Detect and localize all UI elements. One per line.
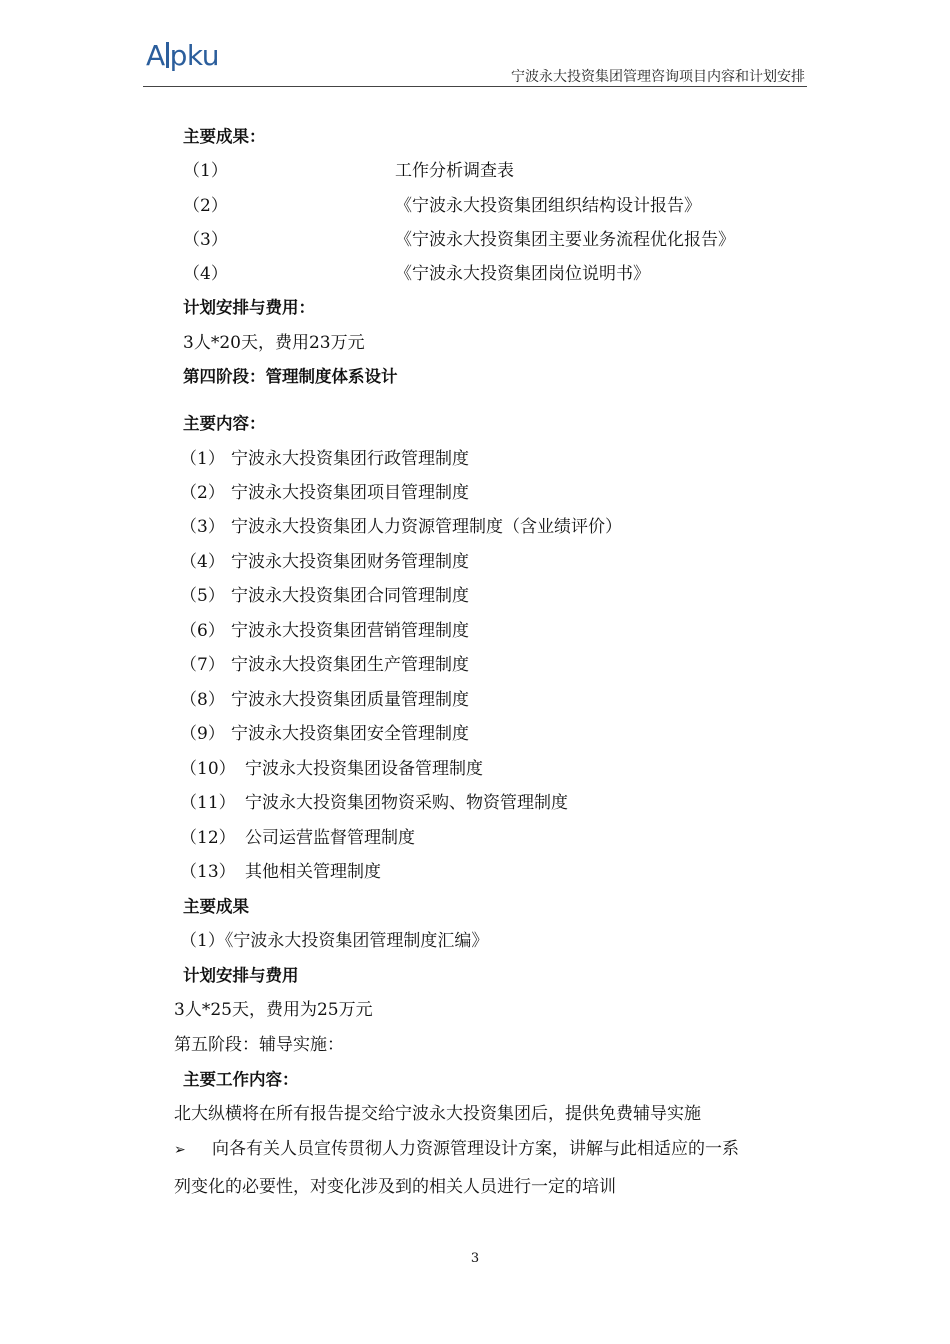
- results-heading: 主要成果：: [183, 127, 266, 146]
- result-item: （2） 《宁波永大投资集团组织结构设计报告》: [183, 196, 701, 216]
- list-item: （13） 其他相关管理制度: [180, 862, 381, 882]
- result-item: （1）《宁波永大投资集团管理制度汇编》: [180, 931, 489, 951]
- list-item: （10） 宁波永大投资集团设备管理制度: [180, 759, 483, 779]
- stage-four-heading: 第四阶段：管理制度体系设计: [183, 367, 398, 386]
- list-item: （6） 宁波永大投资集团营销管理制度: [180, 621, 469, 641]
- list-item: （9） 宁波永大投资集团安全管理制度: [180, 724, 469, 744]
- list-item: （3） 宁波永大投资集团人力资源管理制度（含业绩评价）: [180, 517, 622, 537]
- work-content-heading: 主要工作内容：: [183, 1070, 299, 1089]
- list-item: （12） 公司运营监督管理制度: [180, 828, 415, 848]
- result-item: （4） 《宁波永大投资集团岗位说明书》: [183, 264, 650, 284]
- header-divider: [143, 86, 807, 87]
- stage-five-heading: 第五阶段：辅导实施：: [174, 1035, 344, 1055]
- plan-heading: 计划安排与费用：: [183, 298, 315, 317]
- list-item: （11） 宁波永大投资集团物资采购、物资管理制度: [180, 793, 568, 813]
- page-number: 3: [470, 1251, 480, 1266]
- plan-text: 3人*25天，费用为25万元: [174, 1000, 373, 1020]
- results-heading: 主要成果: [183, 897, 249, 916]
- list-item: （2） 宁波永大投资集团项目管理制度: [180, 483, 469, 503]
- logo-bar: [166, 42, 169, 68]
- list-item: （7） 宁波永大投资集团生产管理制度: [180, 655, 469, 675]
- bullet-item: ➢ 向各有关人员宣传贯彻人力资源管理设计方案，讲解与此相适应的一系: [174, 1139, 739, 1159]
- result-item: （3） 《宁波永大投资集团主要业务流程优化报告》: [183, 230, 735, 250]
- list-item: （5） 宁波永大投资集团合同管理制度: [180, 586, 469, 606]
- list-item: （4） 宁波永大投资集团财务管理制度: [180, 552, 469, 572]
- result-item: （1） 工作分析调查表: [183, 161, 514, 181]
- list-item: （1） 宁波永大投资集团行政管理制度: [180, 449, 469, 469]
- company-logo: A pku: [146, 39, 220, 72]
- arrow-bullet-icon: ➢: [174, 1142, 186, 1158]
- list-item: （8） 宁波永大投资集团质量管理制度: [180, 690, 469, 710]
- plan-text: 3人*20天，费用23万元: [183, 333, 365, 353]
- intro-paragraph: 北大纵横将在所有报告提交给宁波永大投资集团后，提供免费辅导实施: [174, 1104, 701, 1124]
- plan-heading: 计划安排与费用: [183, 966, 299, 985]
- bullet-continuation: 列变化的必要性，对变化涉及到的相关人员进行一定的培训: [174, 1177, 616, 1197]
- content-heading: 主要内容：: [183, 414, 266, 433]
- header-title: 宁波永大投资集团管理咨询项目内容和计划安排: [511, 69, 805, 85]
